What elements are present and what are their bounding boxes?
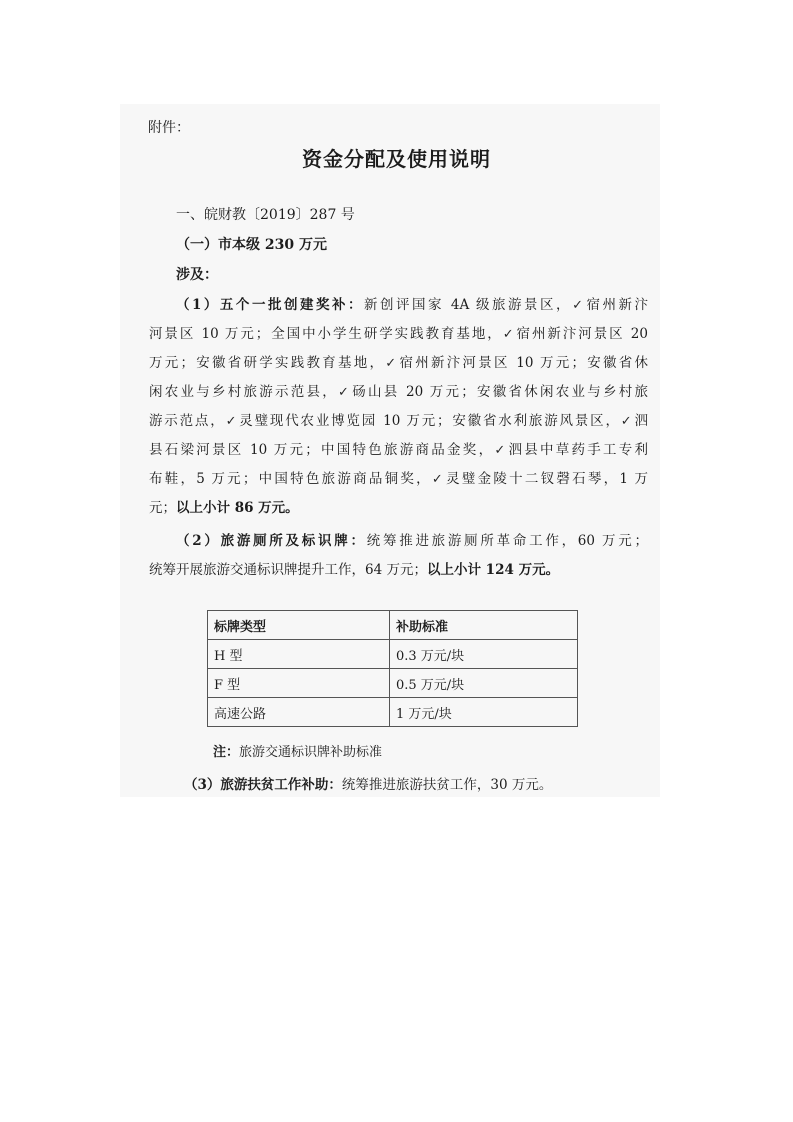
item2-line-1-text: 统筹推进旅游厕所革命工作，60 万元；	[366, 533, 648, 549]
section-heading: 一、皖财教〔2019〕287 号	[176, 207, 355, 223]
item1-line-1-text: 新创评国家 4A 级旅游景区，	[364, 297, 573, 313]
item1-line-3	[149, 353, 648, 374]
item1-line-7-text: 布鞋，5 万元；中国特色旅游商品铜奖，	[149, 471, 432, 487]
item1-subtotal: 以上小计 86 万元。	[176, 500, 299, 516]
item1-line-2-text: 河景区 10 万元；全国中小学生研学实践教育基地，	[149, 326, 503, 342]
check-mark-icon: ✓	[572, 298, 586, 313]
item2-subtotal: 以上小计 124 万元。	[426, 562, 560, 578]
item1-line-5	[149, 411, 648, 432]
item1-heading: （1）五个一批创建奖补：	[176, 297, 365, 313]
item1-line-4-text: 闲农业与乡村旅游示范县，	[149, 384, 339, 400]
item1-line-2	[149, 324, 648, 345]
item1-line-4-tail: 砀山县 20 万元；安徽省休闲农业与乡村旅	[352, 384, 648, 400]
check-mark-icon: ✓	[502, 327, 516, 342]
item1-line-7	[149, 469, 648, 490]
table-cell: H 型	[208, 640, 390, 669]
item1-line-4	[149, 382, 648, 403]
item3-line	[184, 775, 552, 795]
subsection-heading: （一）市本级 230 万元	[176, 237, 327, 253]
involves-label: 涉及：	[176, 267, 218, 283]
item3-heading: （3）旅游扶贫工作补助：	[184, 777, 342, 793]
check-mark-icon: ✓	[338, 385, 352, 400]
item1-line-6	[149, 440, 648, 461]
note-label: 注：	[213, 745, 240, 760]
item2-heading: （2）旅游厕所及标识牌：	[176, 533, 367, 549]
item1-line-6-tail: 泗县中草药手工专利	[508, 442, 649, 458]
item1-line-6-text: 县石梁河景区 10 万元；中国特色旅游商品金奖，	[149, 442, 495, 458]
item1-line-7-tail: 灵璧金陵十二钗磬石琴，1 万	[446, 471, 648, 487]
item1-line-2-tail: 宿州新汴河景区 20	[516, 326, 648, 342]
check-mark-icon: ✓	[385, 356, 399, 371]
check-mark-icon: ✓	[225, 414, 239, 429]
item1-line-5-tail: 泗	[634, 413, 648, 429]
table-header-row	[208, 611, 578, 640]
check-mark-icon: ✓	[620, 414, 634, 429]
table-cell: 高速公路	[208, 698, 390, 727]
item1-line-1-tail: 宿州新汴	[586, 297, 648, 313]
document-title: 资金分配及使用说明	[302, 147, 491, 171]
item3-text: 统筹推进旅游扶贫工作，30 万元。	[341, 777, 553, 793]
table-note	[213, 743, 382, 763]
item1-line-5-mid: 灵璧现代农业博览园 10 万元；安徽省水利旅游风景区，	[239, 413, 621, 429]
table-row	[208, 640, 578, 669]
item1-line-8	[149, 498, 648, 518]
check-mark-icon: ✓	[494, 443, 508, 458]
table-cell: 1 万元/块	[390, 698, 578, 727]
check-mark-icon: ✓	[431, 472, 446, 487]
item1-line-1	[176, 295, 648, 316]
attachment-label: 附件：	[148, 120, 190, 136]
table-header-cell: 补助标准	[390, 611, 578, 640]
item2-line-1	[176, 531, 648, 551]
table-row	[208, 698, 578, 727]
item1-line-8-text: 元；	[149, 500, 176, 516]
note-text: 旅游交通标识牌补助标准	[239, 745, 383, 760]
item1-line-3-tail: 宿州新汴河景区 10 万元；安徽省休	[399, 355, 649, 371]
table-header-cell: 标牌类型	[208, 611, 390, 640]
table-cell: 0.3 万元/块	[390, 640, 578, 669]
item2-line-2-text: 统筹开展旅游交通标识牌提升工作，64 万元；	[149, 562, 427, 578]
item1-line-5-text: 游示范点，	[149, 413, 226, 429]
signboard-subsidy-table	[207, 610, 578, 727]
table-row	[208, 669, 578, 698]
item1-line-3-text: 万元；安徽省研学实践教育基地，	[149, 355, 386, 371]
table-cell: 0.5 万元/块	[390, 669, 578, 698]
table-cell: F 型	[208, 669, 390, 698]
item2-line-2	[149, 560, 648, 580]
